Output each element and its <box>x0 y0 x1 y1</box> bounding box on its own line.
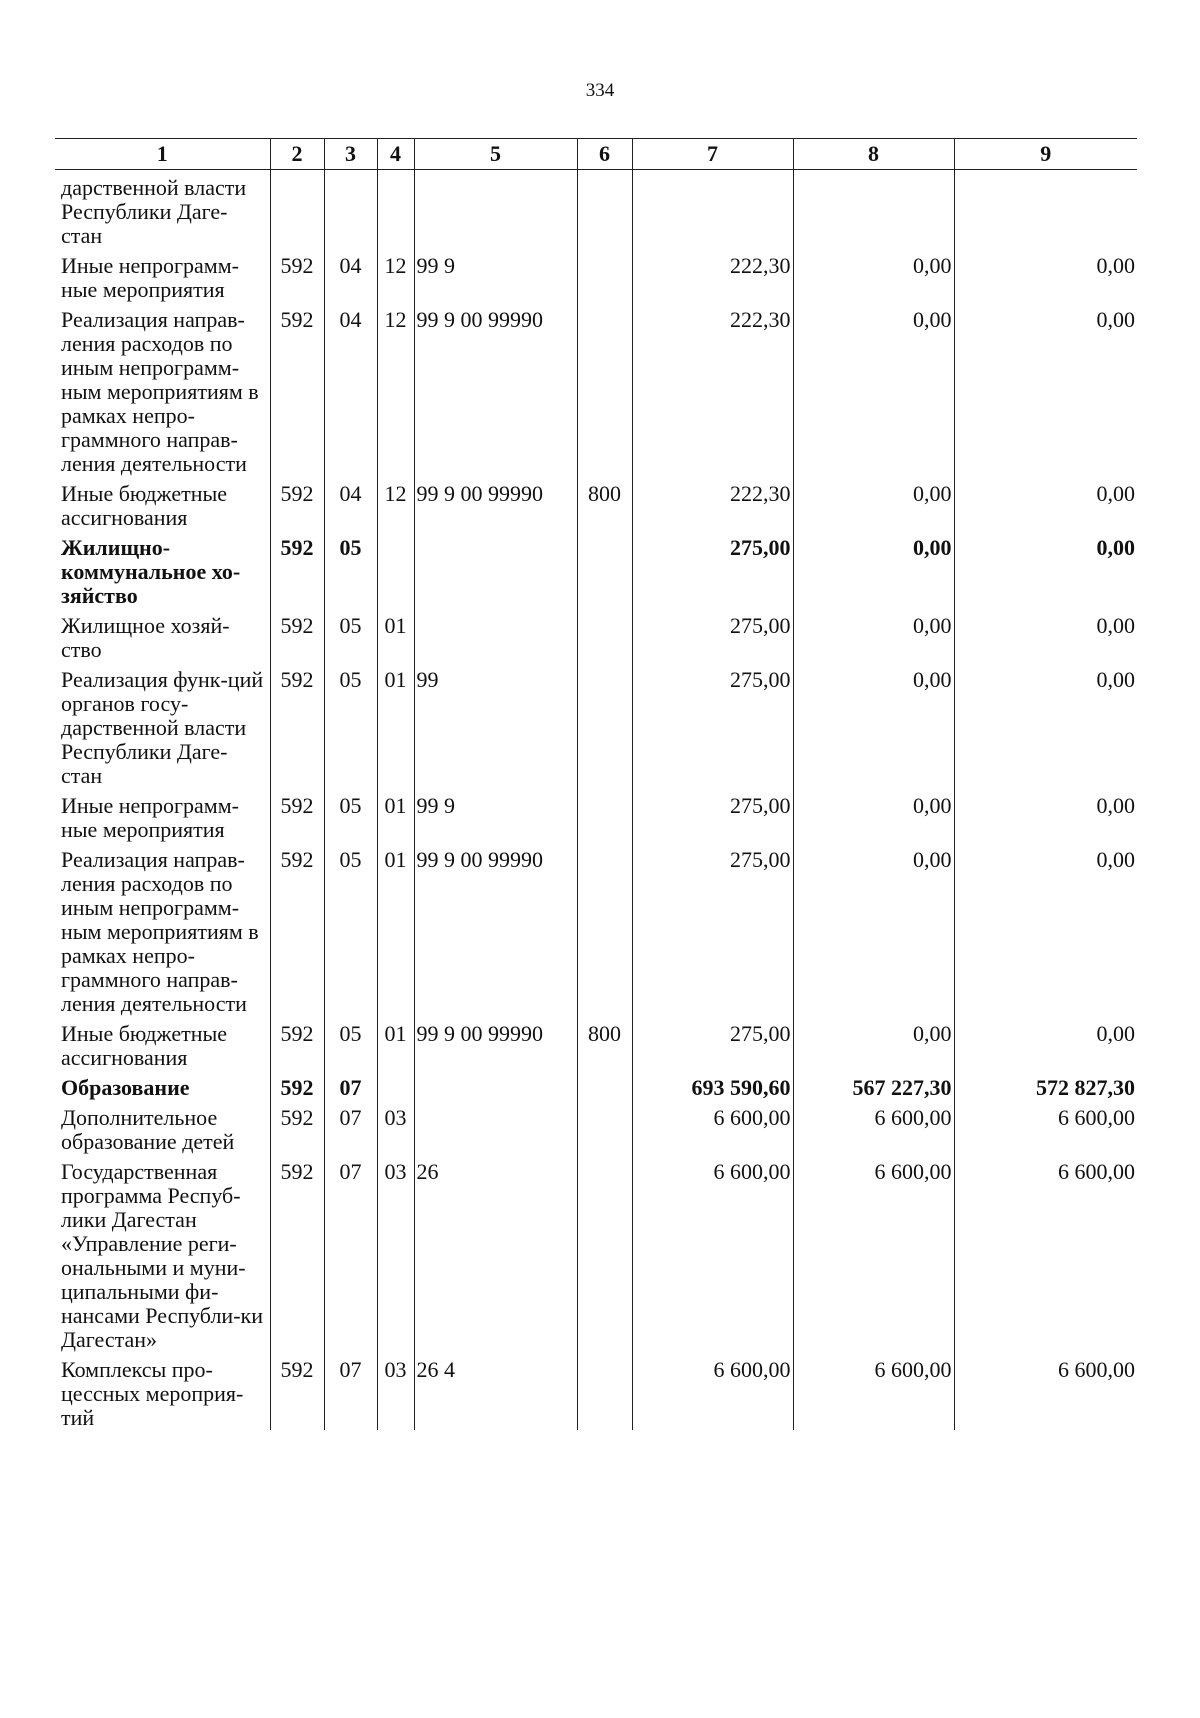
header-col-6: 6 <box>577 139 632 170</box>
row-code-2-cell: 592 <box>270 662 324 788</box>
row-code-6-cell: 800 <box>577 1016 632 1070</box>
row-name-cell: Жилищное хозяй-ство <box>61 613 230 662</box>
row-code-5-cell: 99 9 <box>414 788 577 842</box>
row-code-2-cell: 592 <box>270 842 324 1016</box>
row-name-cell: Реализация направ-ления расходов по иным непрограмм-ным мероприятиям в рамках непро-граммного направ-ления деятельности <box>61 307 259 476</box>
row-amount-7-cell <box>632 170 793 249</box>
header-col-7: 7 <box>632 139 793 170</box>
row-code-5-cell: 99 9 00 99990 <box>414 476 577 530</box>
row-code-2-cell: 592 <box>270 1070 324 1100</box>
header-col-8: 8 <box>793 139 954 170</box>
page-number: 334 <box>585 80 615 101</box>
row-code-6-cell <box>577 842 632 1016</box>
row-name-cell: Комплексы про-цессных мероприя-тий <box>61 1357 244 1430</box>
header-col-9: 9 <box>954 139 1137 170</box>
row-code-4-cell: 01 <box>377 842 414 1016</box>
row-amount-9-cell: 0,00 <box>954 842 1137 1016</box>
header-col-2: 2 <box>270 139 324 170</box>
row-amount-8-cell: 0,00 <box>793 842 954 1016</box>
row-name-cell: Реализация направ-ления расходов по иным непрограмм-ным мероприятиям в рамках непро-граммного направ-ления деятельности <box>61 847 259 1016</box>
row-amount-9-cell: 572 827,30 <box>954 1070 1137 1100</box>
row-code-5-cell <box>414 170 577 249</box>
row-code-3-cell: 07 <box>324 1070 377 1100</box>
row-code-6-cell <box>577 662 632 788</box>
row-code-2-cell: 592 <box>270 476 324 530</box>
row-amount-9-cell: 0,00 <box>954 476 1137 530</box>
row-amount-7-cell: 275,00 <box>632 662 793 788</box>
row-amount-7-cell: 6 600,00 <box>632 1352 793 1430</box>
budget-table <box>55 138 1137 1430</box>
row-name-cell: Государственная программа Респуб-лики Дагестан «Управление реги-ональными и муни-ципальными фи-нансами Республи-ки Дагестан» <box>61 1159 263 1352</box>
row-code-3-cell: 05 <box>324 788 377 842</box>
table-row <box>55 248 1137 302</box>
row-code-6-cell <box>577 530 632 608</box>
header-col-3: 3 <box>324 139 377 170</box>
row-code-4-cell <box>377 170 414 249</box>
table-row <box>55 608 1137 662</box>
row-code-4-cell: 01 <box>377 788 414 842</box>
row-code-3-cell: 04 <box>324 302 377 476</box>
row-code-3-cell: 05 <box>324 1016 377 1070</box>
row-code-5-cell: 99 9 00 99990 <box>414 1016 577 1070</box>
row-code-6-cell <box>577 608 632 662</box>
row-amount-9-cell: 6 600,00 <box>954 1100 1137 1154</box>
row-name-cell: Иные бюджетные ассигнования <box>61 1021 228 1070</box>
row-amount-9-cell: 0,00 <box>954 608 1137 662</box>
row-code-4-cell <box>377 530 414 608</box>
table-row <box>55 170 1137 249</box>
row-code-2-cell: 592 <box>270 1100 324 1154</box>
table-row <box>55 530 1137 608</box>
table-row <box>55 662 1137 788</box>
table-body <box>55 170 1137 1431</box>
row-name-cell: дарственной власти Республики Даге-стан <box>61 175 247 248</box>
row-code-6-cell: 800 <box>577 476 632 530</box>
row-name-cell: Иные бюджетные ассигнования <box>61 481 228 530</box>
row-code-6-cell <box>577 1070 632 1100</box>
row-code-5-cell <box>414 608 577 662</box>
row-amount-8-cell: 0,00 <box>793 476 954 530</box>
row-code-2-cell: 592 <box>270 248 324 302</box>
row-code-6-cell <box>577 302 632 476</box>
row-amount-7-cell: 275,00 <box>632 842 793 1016</box>
header-col-1: 1 <box>55 139 270 170</box>
row-name-cell: Образование <box>61 1075 190 1100</box>
row-code-3-cell: 04 <box>324 476 377 530</box>
row-code-4-cell: 12 <box>377 476 414 530</box>
row-amount-9-cell: 0,00 <box>954 788 1137 842</box>
row-code-5-cell: 26 4 <box>414 1352 577 1430</box>
table-row <box>55 1016 1137 1070</box>
row-code-2-cell: 592 <box>270 530 324 608</box>
row-code-5-cell: 26 <box>414 1154 577 1352</box>
row-code-3-cell: 07 <box>324 1154 377 1352</box>
row-code-6-cell <box>577 1100 632 1154</box>
row-amount-9-cell: 0,00 <box>954 248 1137 302</box>
row-code-6-cell <box>577 1352 632 1430</box>
row-code-2-cell: 592 <box>270 1154 324 1352</box>
table-row <box>55 1100 1137 1154</box>
row-code-6-cell <box>577 248 632 302</box>
row-amount-8-cell: 6 600,00 <box>793 1154 954 1352</box>
row-code-6-cell <box>577 170 632 249</box>
row-amount-8-cell <box>793 170 954 249</box>
table-row <box>55 302 1137 476</box>
row-amount-9-cell: 0,00 <box>954 530 1137 608</box>
row-amount-9-cell: 6 600,00 <box>954 1352 1137 1430</box>
row-amount-7-cell: 222,30 <box>632 302 793 476</box>
row-code-2-cell: 592 <box>270 788 324 842</box>
table-row <box>55 1154 1137 1352</box>
header-col-5: 5 <box>414 139 577 170</box>
row-code-5-cell <box>414 1070 577 1100</box>
row-code-4-cell: 01 <box>377 1016 414 1070</box>
row-code-4-cell: 03 <box>377 1154 414 1352</box>
row-amount-7-cell: 693 590,60 <box>632 1070 793 1100</box>
row-amount-7-cell: 275,00 <box>632 1016 793 1070</box>
row-code-3-cell: 05 <box>324 530 377 608</box>
row-code-3-cell: 05 <box>324 608 377 662</box>
row-name-cell: Реализация функ-ций органов госу-дарственной власти Республики Даге-стан <box>61 667 264 788</box>
row-amount-8-cell: 0,00 <box>793 662 954 788</box>
row-amount-8-cell: 0,00 <box>793 788 954 842</box>
row-code-5-cell: 99 9 00 99990 <box>414 302 577 476</box>
row-code-4-cell: 01 <box>377 662 414 788</box>
row-amount-7-cell: 275,00 <box>632 608 793 662</box>
row-amount-8-cell: 0,00 <box>793 302 954 476</box>
row-code-4-cell <box>377 1070 414 1100</box>
row-amount-8-cell: 0,00 <box>793 530 954 608</box>
row-code-3-cell: 07 <box>324 1100 377 1154</box>
row-code-3-cell <box>324 170 377 249</box>
row-code-5-cell: 99 9 00 99990 <box>414 842 577 1016</box>
row-code-2-cell <box>270 170 324 249</box>
row-code-5-cell <box>414 1100 577 1154</box>
row-amount-7-cell: 6 600,00 <box>632 1100 793 1154</box>
row-code-4-cell: 03 <box>377 1100 414 1154</box>
row-amount-8-cell: 0,00 <box>793 608 954 662</box>
row-code-2-cell: 592 <box>270 1016 324 1070</box>
row-code-4-cell: 12 <box>377 302 414 476</box>
row-amount-8-cell: 6 600,00 <box>793 1100 954 1154</box>
row-amount-8-cell: 567 227,30 <box>793 1070 954 1100</box>
row-amount-8-cell: 0,00 <box>793 248 954 302</box>
table-row <box>55 1352 1137 1430</box>
row-amount-9-cell: 0,00 <box>954 662 1137 788</box>
row-code-3-cell: 05 <box>324 662 377 788</box>
row-code-6-cell <box>577 788 632 842</box>
row-amount-7-cell: 275,00 <box>632 788 793 842</box>
row-code-5-cell <box>414 530 577 608</box>
table-row <box>55 788 1137 842</box>
row-amount-9-cell: 0,00 <box>954 1016 1137 1070</box>
row-code-2-cell: 592 <box>270 302 324 476</box>
row-code-3-cell: 07 <box>324 1352 377 1430</box>
row-amount-9-cell <box>954 170 1137 249</box>
row-name-cell: Иные непрограмм-ные мероприятия <box>61 793 239 842</box>
row-name-cell: Жилищно-коммунальное хо-зяйство <box>61 535 241 608</box>
table-row <box>55 476 1137 530</box>
row-code-2-cell: 592 <box>270 608 324 662</box>
row-amount-8-cell: 0,00 <box>793 1016 954 1070</box>
row-code-6-cell <box>577 1154 632 1352</box>
header-col-4: 4 <box>377 139 414 170</box>
table-row <box>55 1070 1137 1100</box>
header-row <box>55 139 1137 170</box>
row-code-2-cell: 592 <box>270 1352 324 1430</box>
row-code-4-cell: 01 <box>377 608 414 662</box>
row-amount-9-cell: 0,00 <box>954 302 1137 476</box>
row-code-4-cell: 03 <box>377 1352 414 1430</box>
row-amount-7-cell: 275,00 <box>632 530 793 608</box>
row-code-5-cell: 99 <box>414 662 577 788</box>
row-name-cell: Иные непрограмм-ные мероприятия <box>61 253 239 302</box>
table-row <box>55 842 1137 1016</box>
row-code-3-cell: 04 <box>324 248 377 302</box>
row-name-cell: Дополнительное образование детей <box>61 1105 235 1154</box>
row-code-5-cell: 99 9 <box>414 248 577 302</box>
row-amount-7-cell: 6 600,00 <box>632 1154 793 1352</box>
row-amount-8-cell: 6 600,00 <box>793 1352 954 1430</box>
row-amount-7-cell: 222,30 <box>632 248 793 302</box>
row-amount-7-cell: 222,30 <box>632 476 793 530</box>
row-code-3-cell: 05 <box>324 842 377 1016</box>
row-code-4-cell: 12 <box>377 248 414 302</box>
row-amount-9-cell: 6 600,00 <box>954 1154 1137 1352</box>
